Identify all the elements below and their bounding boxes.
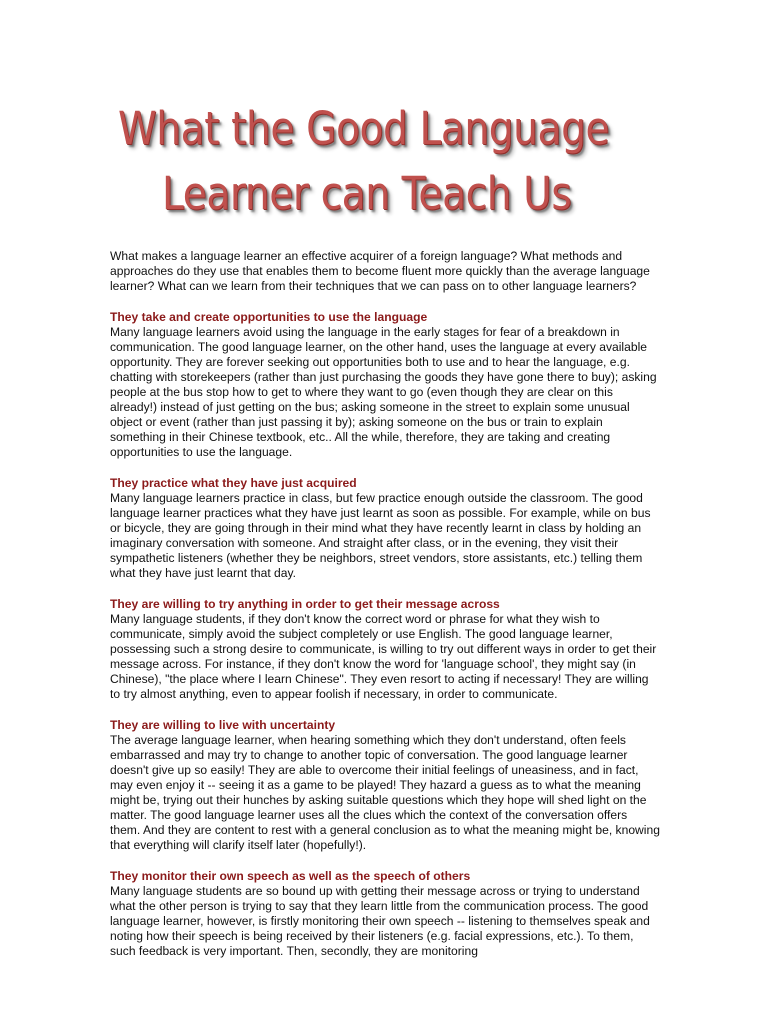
title-line-1: What the Good Language <box>118 102 610 155</box>
section-try-anything <box>110 597 660 702</box>
section-opportunities <box>110 310 660 460</box>
section-heading: They are willing to live with uncertainty <box>110 718 336 732</box>
article-body <box>110 249 660 975</box>
section-heading: They monitor their own speech as well as the speech of others <box>110 869 471 883</box>
section-body: The average language learner, when hearing something which they don't understand, often feels embarrassed and may try to change to another topic of conversation. The good language learner doesn't give up so easily! They are able to overcome their initial feelings of uneasiness, and in fact, may even enjoy it -- seeing it as a game to be played! They hazard a guess as to what the meaning might be, trying out their hunches by asking suitable questions which they hope will shed light on the matter. The good language learner uses all the clues which the context of the conversation offers them. And they are content to rest with a general conclusion as to what the meaning might be, knowing that everything will clarify itself later (hopefully!). <box>110 733 660 852</box>
section-body: Many language learners practice in class, but few practice enough outside the classroom. The good language learner practices what they have just learnt as soon as possible. For example, while on bus or bicycle, they are going through in their mind what they have recently learnt in class by holding an imaginary conversation with someone. And straight after class, or in the evening, they visit their sympathetic listeners (whether they be neighbors, street vendors, store assistants, etc.) telling them what they have just learnt that day. <box>110 491 651 580</box>
section-heading: They take and create opportunities to use the language <box>110 310 428 324</box>
section-body: Many language students are so bound up with getting their message across or trying to understand what the other person is trying to say that they learn little from the communication process. The good language learner, however, is firstly monitoring their own speech -- listening to themselves speak and noting how their speech is being received by their listeners (e.g. facial expressions, etc.). To them, such feedback is very important. Then, secondly, they are monitoring <box>110 884 650 958</box>
title-line-2: Learner can Teach Us <box>162 167 572 220</box>
intro-paragraph: What makes a language learner an effective acquirer of a foreign language? What methods and approaches do they use that enables them to become fluent more quickly than the average language learner? What can we learn from their techniques that we can pass on to other language learners? <box>110 249 650 293</box>
page-title <box>112 88 610 228</box>
section-body: Many language students, if they don't know the correct word or phrase for what they wish to communicate, simply avoid the subject completely or use English. The good language learner, possessing such a strong desire to communicate, is willing to try out different ways in order to get their message across. For instance, if they don't know the word for 'language school', they might say (in Chinese), "the place where I learn Chinese". They even resort to acting if necessary! They are willing to try almost anything, even to appear foolish if necessary, in order to communicate. <box>110 612 657 701</box>
section-heading: They practice what they have just acquired <box>110 476 357 490</box>
section-practice <box>110 476 660 581</box>
section-monitor-speech <box>110 869 660 959</box>
section-body: Many language learners avoid using the language in the early stages for fear of a breakdown in communication. The good language learner, on the other hand, uses the language at every available opportunity. They are forever seeking out opportunities both to use and to hear the language, e.g. chatting with storekeepers (rather than just purchasing the goods they have gone there to buy); asking people at the bus stop how to get to where they want to go (even though they are clear on this already!) instead of just getting on the bus; asking someone in the street to explain some unusual object or event (rather than just passing it by); asking someone on the bus or train to explain something in their Chinese textbook, etc.. All the while, therefore, they are taking and creating opportunities to use the language. <box>110 325 657 459</box>
section-uncertainty <box>110 718 660 853</box>
section-heading: They are willing to try anything in order to get their message across <box>110 597 500 611</box>
